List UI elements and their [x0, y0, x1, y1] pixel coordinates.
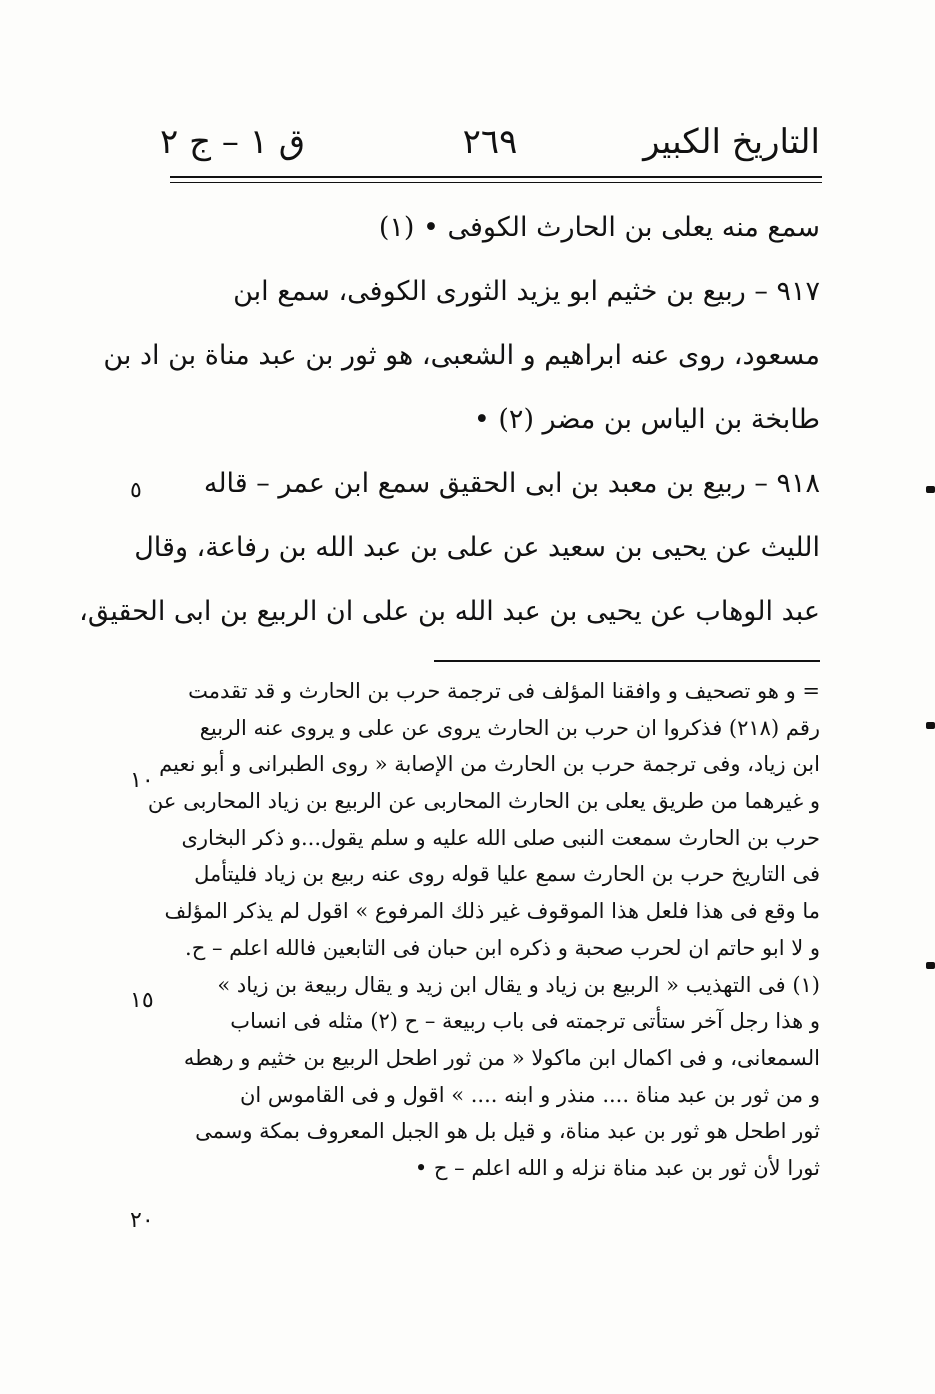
book-title: التاريخ الكبير [643, 122, 820, 162]
page-number: ٢٦٩ [462, 122, 518, 162]
footnote-line: و هذا رجل آخر ستأتى ترجمته فى باب ربيعة – ح (٢) مثله فى انساب [230, 1009, 820, 1034]
footnotes [147, 673, 820, 1187]
header-rule-thick [170, 176, 822, 178]
entry-917-line: ٩١٧ – ربيع بن خثيم ابو يزيد الثورى الكوفى، سمع ابن [233, 276, 820, 307]
footnote-line: رقم (٢١٨) فذكروا ان حرب بن الحارث يروى عن على و يروى عنه الربيع [199, 715, 820, 740]
footnote-line: ثورا لأن ثور بن عبد مناة نزله و الله اعلم – ح • [414, 1155, 820, 1180]
footnote-line: ما وقع فى هذا فلعل هذا الموقوف غير ذلك المرفوع » اقول لم يذكر المؤلف [164, 899, 820, 924]
scan-edge-mark [926, 962, 935, 969]
running-header [160, 118, 820, 174]
scan-edge-mark [926, 722, 935, 729]
main-line: مسعود، روى عنه ابراهيم و الشعبى، هو ثور بن عبد مناة بن اد بن [103, 340, 820, 371]
line-number-marker: ٥ [130, 478, 142, 503]
main-line: عبد الوهاب عن يحيى بن عبد الله بن على ان الربيع بن ابى الحقيق، [79, 596, 820, 627]
entry-918-line: ٩١٨ – ربيع بن معبد بن ابى الحقيق سمع ابن عمر – قاله [203, 468, 820, 499]
main-line: سمع منه يعلى بن الحارث الكوفى • (١) [378, 212, 820, 243]
header-rule-thin [170, 182, 822, 183]
line-number-marker: ٢٠ [130, 1208, 154, 1233]
footnote-line: السمعانى، و فى اكمال ابن ماكولا « من ثور اطحل الربيع بن خثيم و رهطه [183, 1045, 820, 1070]
footnote-line: ابن زياد، وفى ترجمة حرب بن الحارث من الإصابة « روى الطبرانى و أبو نعيم [159, 752, 820, 777]
footnote-line: و غيرهما من طريق يعلى بن الحارث المحاربى عن الربيع بن زياد المحاربى عن [147, 789, 820, 814]
main-line: طابخة بن الياس بن مضر (٢) • [473, 404, 820, 435]
footnote-line: (١) فى التهذيب « الربيع بن زياد و يقال ابن زيد و يقال ربيعة بن زياد » [217, 972, 820, 997]
section-reference: ق ١ – ج ٢ [160, 122, 306, 162]
footnote-rule [434, 660, 820, 662]
footnote-line: ثور اطحل هو ثور بن عبد مناة، و قيل بل هو الجبل المعروف بمكة وسمى [195, 1119, 820, 1144]
footnote-line: = و هو تصحيف و وافقنا المؤلف فى ترجمة حرب بن الحارث و قد تقدمت [188, 679, 820, 703]
main-text [79, 196, 820, 644]
line-number-marker: ١٠ [130, 768, 154, 793]
footnote-line: فى التاريخ حرب بن الحارث سمع عليا قوله روى عنه ربيع بن زياد فليتأمل [194, 862, 820, 887]
footnote-line: و لا ابو حاتم ان لحرب صحبة و ذكره ابن حبان فى التابعين فالله اعلم – ح. [185, 935, 820, 960]
main-line: الليث عن يحيى بن سعيد عن على بن عبد الله بن رفاعة، وقال [134, 532, 820, 563]
footnote-line: حرب بن الحارث سمعت النبى صلى الله عليه و سلم يقول...و ذكر البخارى [181, 825, 820, 850]
footnote-line: و من ثور بن عبد مناة .... منذر و ابنه .... » اقول و فى القاموس ان [239, 1082, 820, 1107]
line-number-marker: ١٥ [130, 988, 154, 1013]
scan-edge-mark [926, 486, 935, 493]
